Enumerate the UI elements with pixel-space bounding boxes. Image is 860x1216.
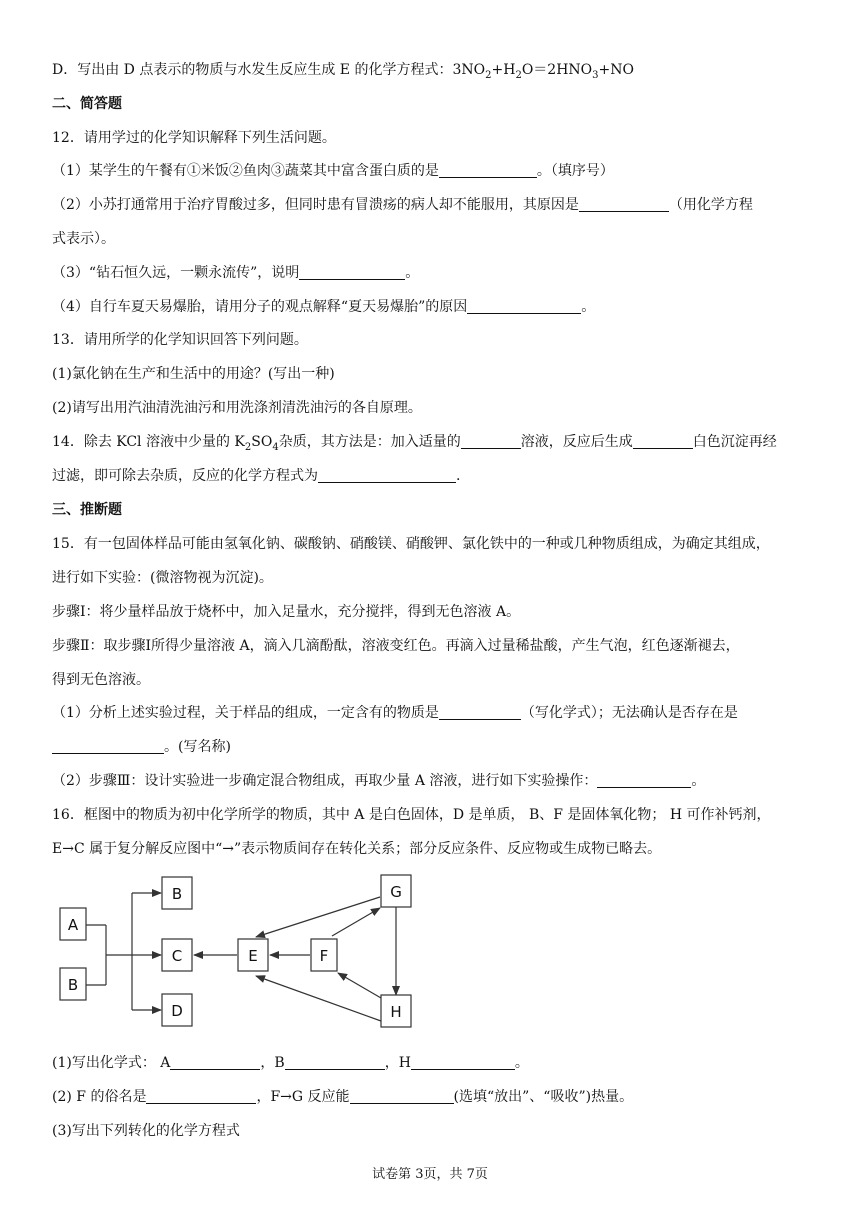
answer-blank[interactable]: [285, 1055, 385, 1070]
question-12: 12．请用学过的化学知识解释下列生活问题。: [52, 130, 336, 146]
question-15-step1: 步骤Ⅰ：将少量样品放于烧杯中，加入足量水，充分搅拌，得到无色溶液 A。: [52, 604, 521, 620]
question-13: 13．请用所学的化学知识回答下列问题。: [52, 332, 308, 348]
label-g: G: [390, 883, 402, 901]
question-15-1: （1）分析上述实验过程，关于样品的组成，一定含有的物质是 （写化学式）；无法确认是否存在是: [52, 705, 738, 721]
label-c: C: [171, 947, 183, 965]
label-a: A: [67, 916, 79, 934]
answer-blank[interactable]: [411, 1055, 515, 1070]
question-16-3: (3)写出下列转化的化学方程式: [52, 1123, 240, 1139]
page-footer: 试卷第 3页，共 7页: [372, 1167, 488, 1182]
question-14: 14．除去 KCl 溶液中少量的 $K_2SO_4$杂质，其方法是：加入适量的 溶液，反应后生成 白色沉淀再经: [52, 434, 777, 453]
option-d-line: D．写出由 D 点表示的物质与水发生反应生成 E 的化学方程式：$3NO_2+H_2O=2HNO_3+NO$: [52, 62, 634, 81]
question-13-2: (2)请写出用汽油清洗油污和用洗涤剂清洗油污的各自原理。: [52, 400, 422, 416]
question-14-cont: 过滤，即可除去杂质，反应的化学方程式为 .: [52, 468, 461, 484]
answer-blank[interactable]: [146, 1089, 256, 1104]
answer-blank[interactable]: [350, 1089, 454, 1104]
question-15: 15．有一包固体样品可能由氢氧化钠、碳酸钠、硝酸镁、硝酸钾、氯化铁中的一种或几种物质组成，为确定其组成，: [52, 536, 770, 552]
question-12-3: （3）“钻石恒久远，一颗永流传”，说明 。: [52, 265, 420, 281]
question-16: 16．框图中的物质为初中化学所学的物质，其中 A 是白色固体，D 是单质， B、F 是固体氧化物； H 可作补钙剂，: [52, 807, 771, 823]
question-15-step2-cont: 得到无色溶液。: [52, 672, 150, 688]
answer-blank[interactable]: [170, 1055, 260, 1070]
question-15-step2: 步骤Ⅱ：取步骤Ⅰ所得少量溶液 A，滴入几滴酚酞，溶液变红色。再滴入过量稀盐酸，产生气泡，红色逐渐褪去，: [52, 638, 740, 654]
label-b-output: B: [171, 885, 183, 903]
question-12-4: （4）自行车夏天易爆胎，请用分子的观点解释“夏天易爆胎”的原因 。: [52, 299, 596, 315]
question-16-1: (1)写出化学式： A ，B ，H 。: [52, 1055, 529, 1071]
question-16-2: (2) F 的俗名是 ，F→G 反应能 (选填“放出”、“吸收”)热量。: [52, 1089, 634, 1105]
label-d: D: [171, 1002, 183, 1020]
question-12-1: （1）某学生的午餐有①米饭②鱼肉③蔬菜其中富含蛋白质的是 。（填序号）: [52, 163, 614, 179]
question-15-2: （2）步骤Ⅲ：设计实验进一步确定混合物组成，再取少量 A 溶液，进行如下实验操作： 。: [52, 773, 706, 789]
question-12-2: （2）小苏打通常用于治疗胃酸过多，但同时患有冒溃疡的病人却不能服用，其原因是 （用化学方程: [52, 197, 753, 213]
section-heading-short-answer: 二、简答题: [52, 96, 122, 112]
label-b-input: B: [67, 976, 79, 994]
question-15-cont: 进行如下实验：(微溶物视为沉淀)。: [52, 570, 273, 586]
question-16-cont: E→C 属于复分解反应图中“→”表示物质间存在转化关系；部分反应条件、反应物或生成物已略去。: [52, 841, 662, 857]
section-heading-inference: 三、推断题: [52, 502, 122, 518]
label-f: F: [319, 947, 329, 965]
label-h: H: [390, 1003, 402, 1021]
label-e: E: [248, 947, 258, 965]
question-13-1: (1)氯化钠在生产和生活中的用途？(写出一种): [52, 366, 335, 382]
question-12-2-cont: 式表示）。: [52, 231, 115, 247]
question-15-1-cont: 。(写名称): [52, 737, 231, 757]
